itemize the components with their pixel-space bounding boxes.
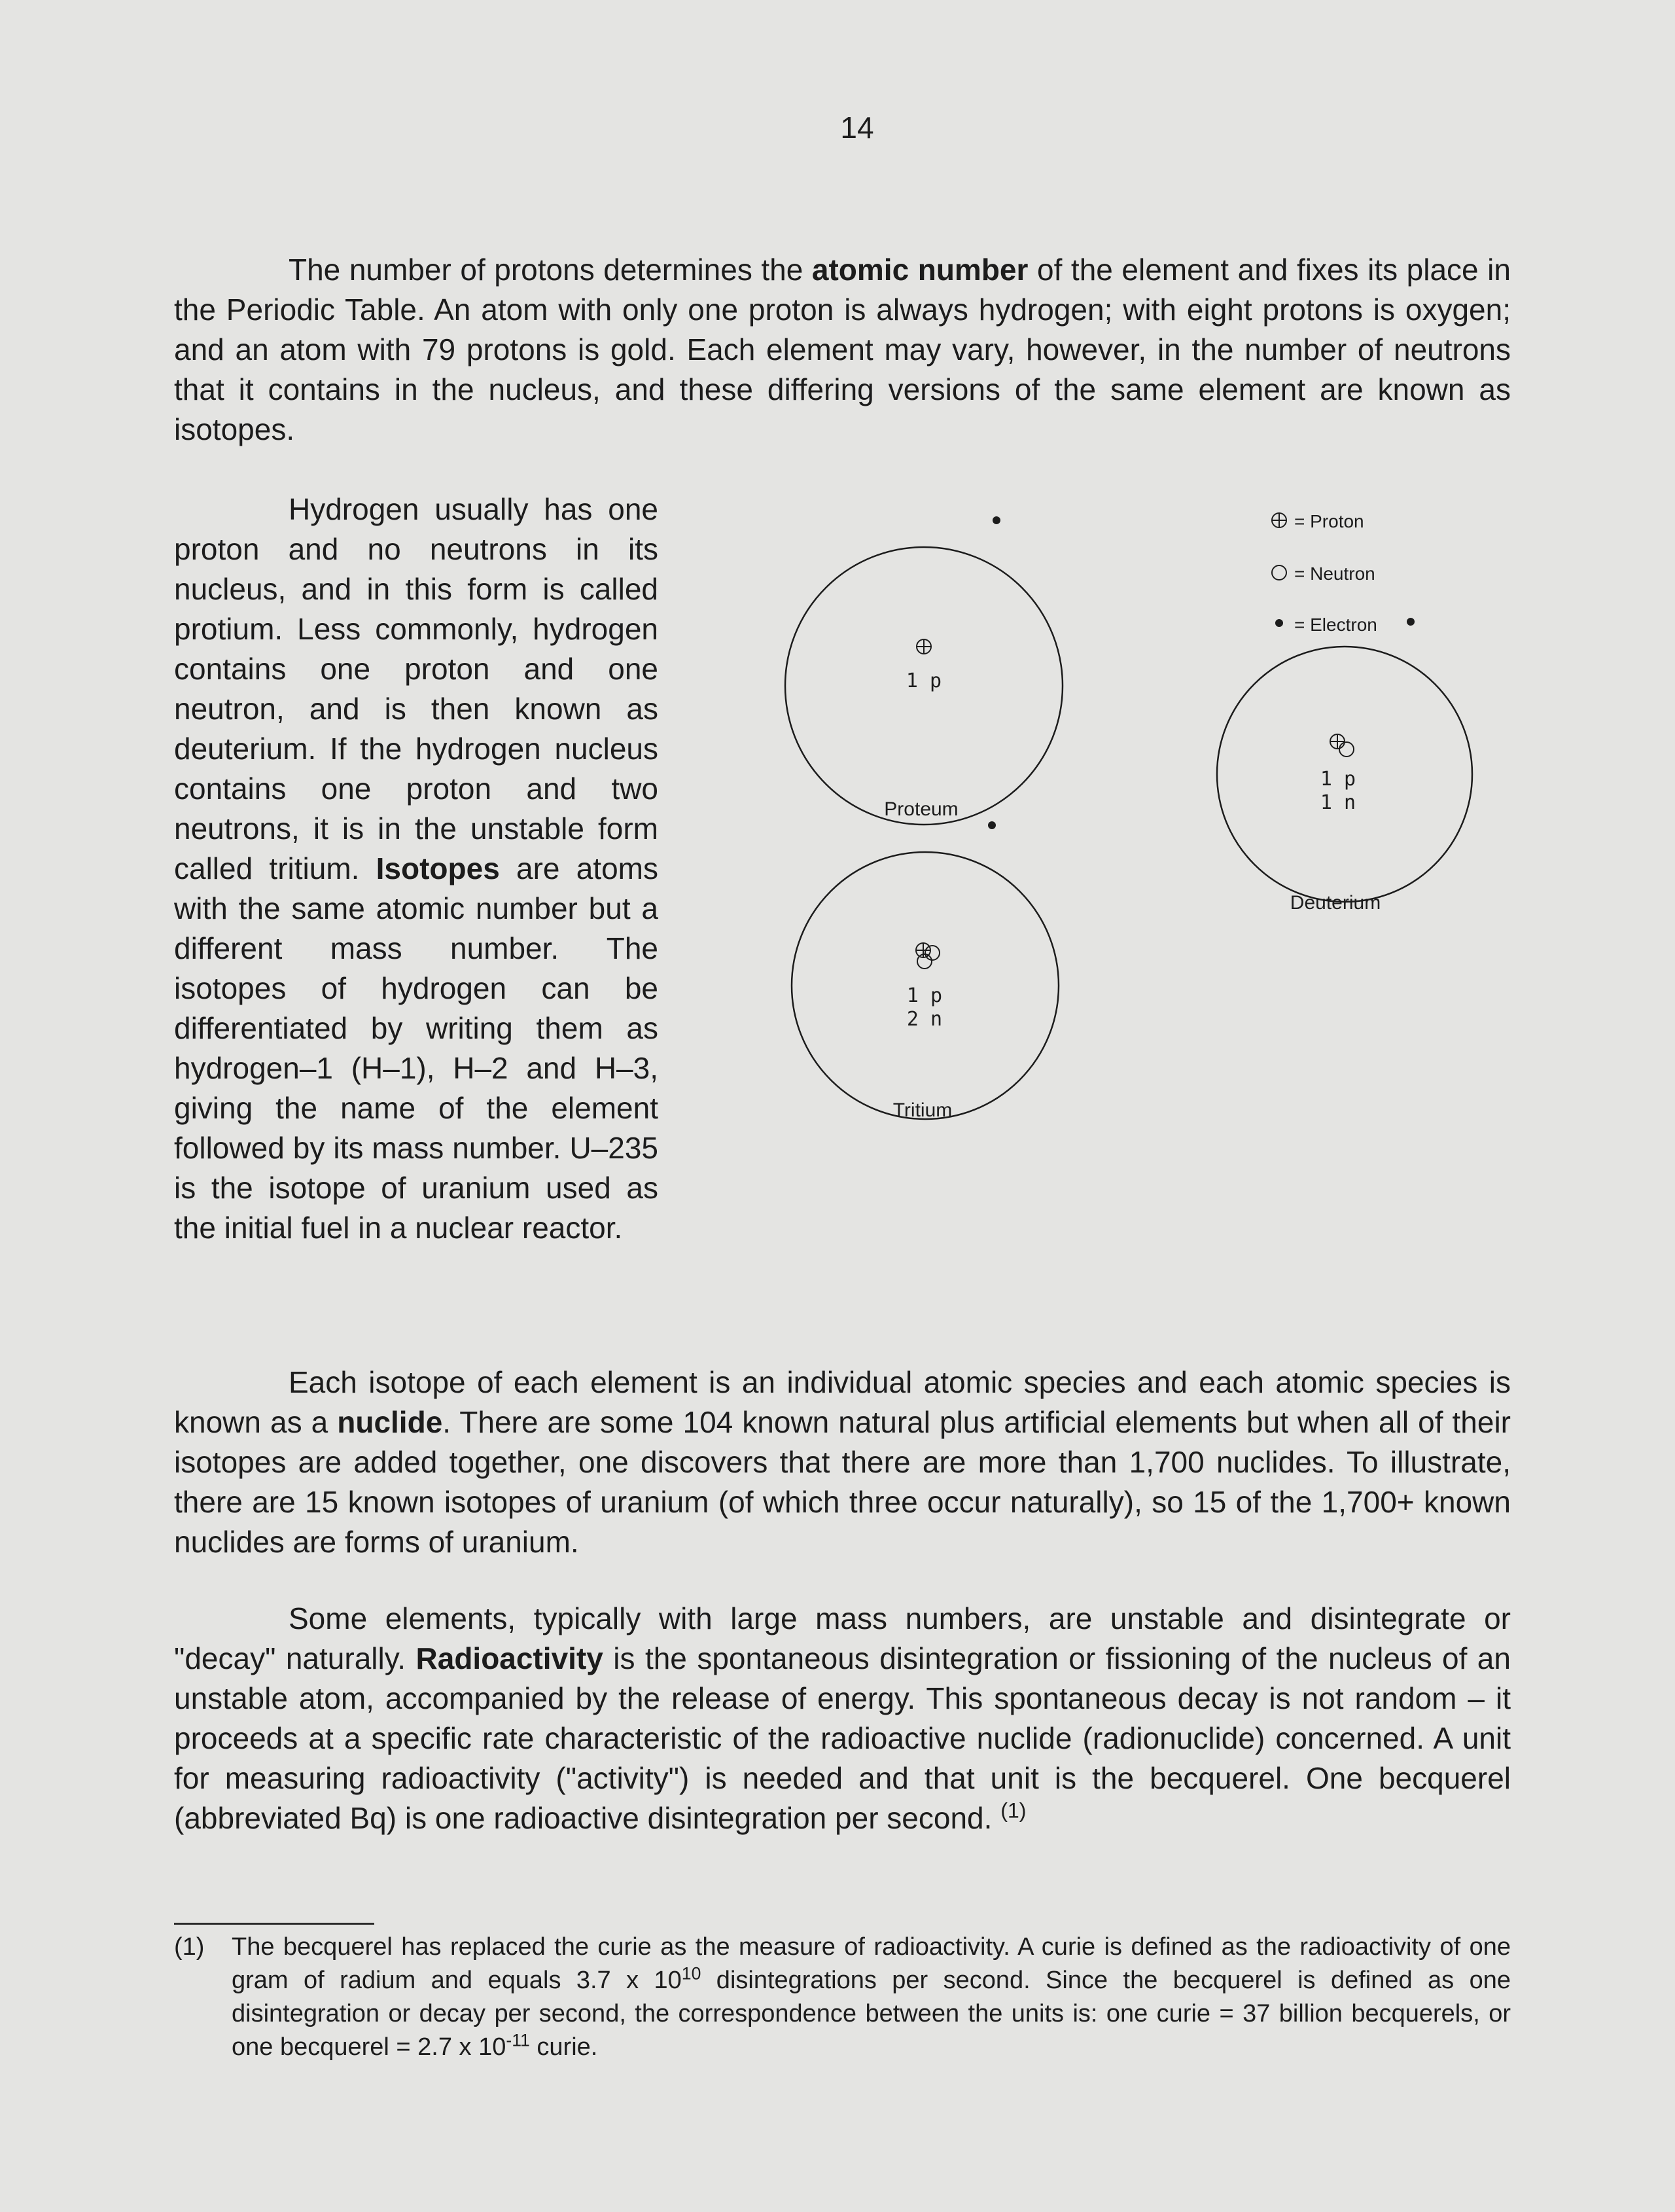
page-number: 14 [840, 111, 874, 145]
p4-text-a: Some elements, typically with large mass numbers, are unstable and disintegrate or "decay" naturally. [174, 1601, 1511, 1675]
atom-tritium [792, 821, 1059, 1121]
p1-term-atomic-number: atomic number [811, 253, 1029, 287]
legend-electron-symbol [1275, 619, 1283, 627]
electron-dot [988, 821, 996, 829]
paragraph-hydrogen-isotopes [174, 490, 658, 1248]
deuterium-proton-count: 1 p [1320, 768, 1356, 791]
footnote-text [232, 1931, 1511, 2064]
footnote-reference: (1) [1000, 1798, 1027, 1823]
footnote-exponent-2: -11 [506, 2030, 530, 2050]
legend-electron-label: = Electron [1294, 615, 1377, 635]
tritium-proton-count: 1 p [906, 984, 943, 1007]
footnote [174, 1931, 1511, 2064]
paragraph-radioactivity [174, 1599, 1511, 1838]
footnote-text-1: The becquerel has replaced the curie as the measure of radioactivity. A curie is defined as the radioactivity of one gram of radium and equals 3.7 x 10 [232, 1933, 1511, 1994]
p3-text-a: Each isotope of each element is an individual atomic species and each atomic species is known as a [174, 1365, 1511, 1439]
paragraph-nuclides [174, 1363, 1511, 1562]
legend-neutron-label: = Neutron [1294, 563, 1375, 584]
p2-text-a: Hydrogen usually has one proton and no neutrons in its nucleus, and in this form is called protium. Less commonly, hydrogen contains one proton and one neutron, and is then known as deuterium. If the hydrogen nucleus contains one proton and two neutrons, it is in the unstable form called tritium. [174, 492, 658, 885]
neutron-symbol [917, 954, 932, 969]
paragraph-atomic-number [174, 250, 1511, 450]
footnote-text-3: curie. [529, 2033, 598, 2061]
legend [1272, 511, 1377, 635]
legend-proton-label: = Proton [1294, 511, 1364, 531]
p3-text-c: . There are some 104 known natural plus artificial elements but when all of their isotopes are added together, one discovers that there are more than 1,700 nuclides. To illustrate, there are 15 known isotopes of uranium (of which three occur naturally), so 15 of the 1,700+ known nuclides are forms of uranium. [174, 1405, 1511, 1559]
deuterium-label: Deuterium [1290, 892, 1381, 914]
legend-neutron-symbol [1272, 565, 1286, 580]
p2-term-isotopes: Isotopes [376, 851, 500, 885]
tritium-neutron-count: 2 n [906, 1008, 943, 1031]
neutron-symbol [925, 946, 940, 960]
atom-deuterium [1217, 618, 1472, 914]
p1-text-a: The number of protons determines the [289, 253, 812, 287]
neutron-symbol [1339, 742, 1354, 757]
p4-text-c: is the spontaneous disintegration or fissioning of the nucleus of an unstable atom, accompanied by the release of energy. This spontaneous decay is not random – it proceeds at a specific rate characteristic of the radioactive nuclide (radionuclide) concerned. A unit for measuring radioactivity ("activity") is needed and that unit is the becquerel. One becquerel (abbreviated Bq) is one radioactive disintegration per second. [174, 1641, 1511, 1835]
atom-proteum [785, 516, 1063, 825]
p3-term-nuclide: nuclide [337, 1405, 443, 1439]
proteum-label: Proteum [884, 798, 959, 820]
p1-text-c: of the element and fixes its place in the Periodic Table. An atom with only one proton is always hydrogen; with eight protons is oxygen; and an atom with 79 protons is gold. Each element may vary, however, in the number of neutrons that it contains in the nucleus, and these differing versions of the same element are known as isotopes. [174, 253, 1511, 446]
footnote-mark: (1) [174, 1933, 205, 1961]
proteum-nucleon-count: 1 p [906, 669, 942, 692]
footnote-divider [174, 1923, 374, 1925]
hydrogen-isotopes-diagram [746, 478, 1531, 1329]
deuterium-neutron-count: 1 n [1320, 791, 1356, 814]
footnote-text-2: disintegrations per second. Since the becquerel is defined as one disintegration or decay per second, the correspondence between the units is: one curie = 37 billion becquerels, or one becquerel = 2.7 x 10 [232, 1967, 1511, 2061]
electron-dot [993, 516, 1000, 524]
tritium-label: Tritium [892, 1099, 953, 1121]
footnote-exponent-1: 10 [681, 1963, 701, 1984]
p2-text-c: are atoms with the same atomic number but a different mass number. The isotopes of hydrogen can be differentiated by writing them as hydrogen–1 (H–1), H–2 and H–3, giving the name of the element followed by its mass number. U–235 is the isotope of uranium used as the initial fuel in a nuclear reactor. [174, 851, 658, 1245]
electron-dot [1407, 618, 1415, 626]
p4-term-radioactivity: Radioactivity [415, 1641, 603, 1675]
